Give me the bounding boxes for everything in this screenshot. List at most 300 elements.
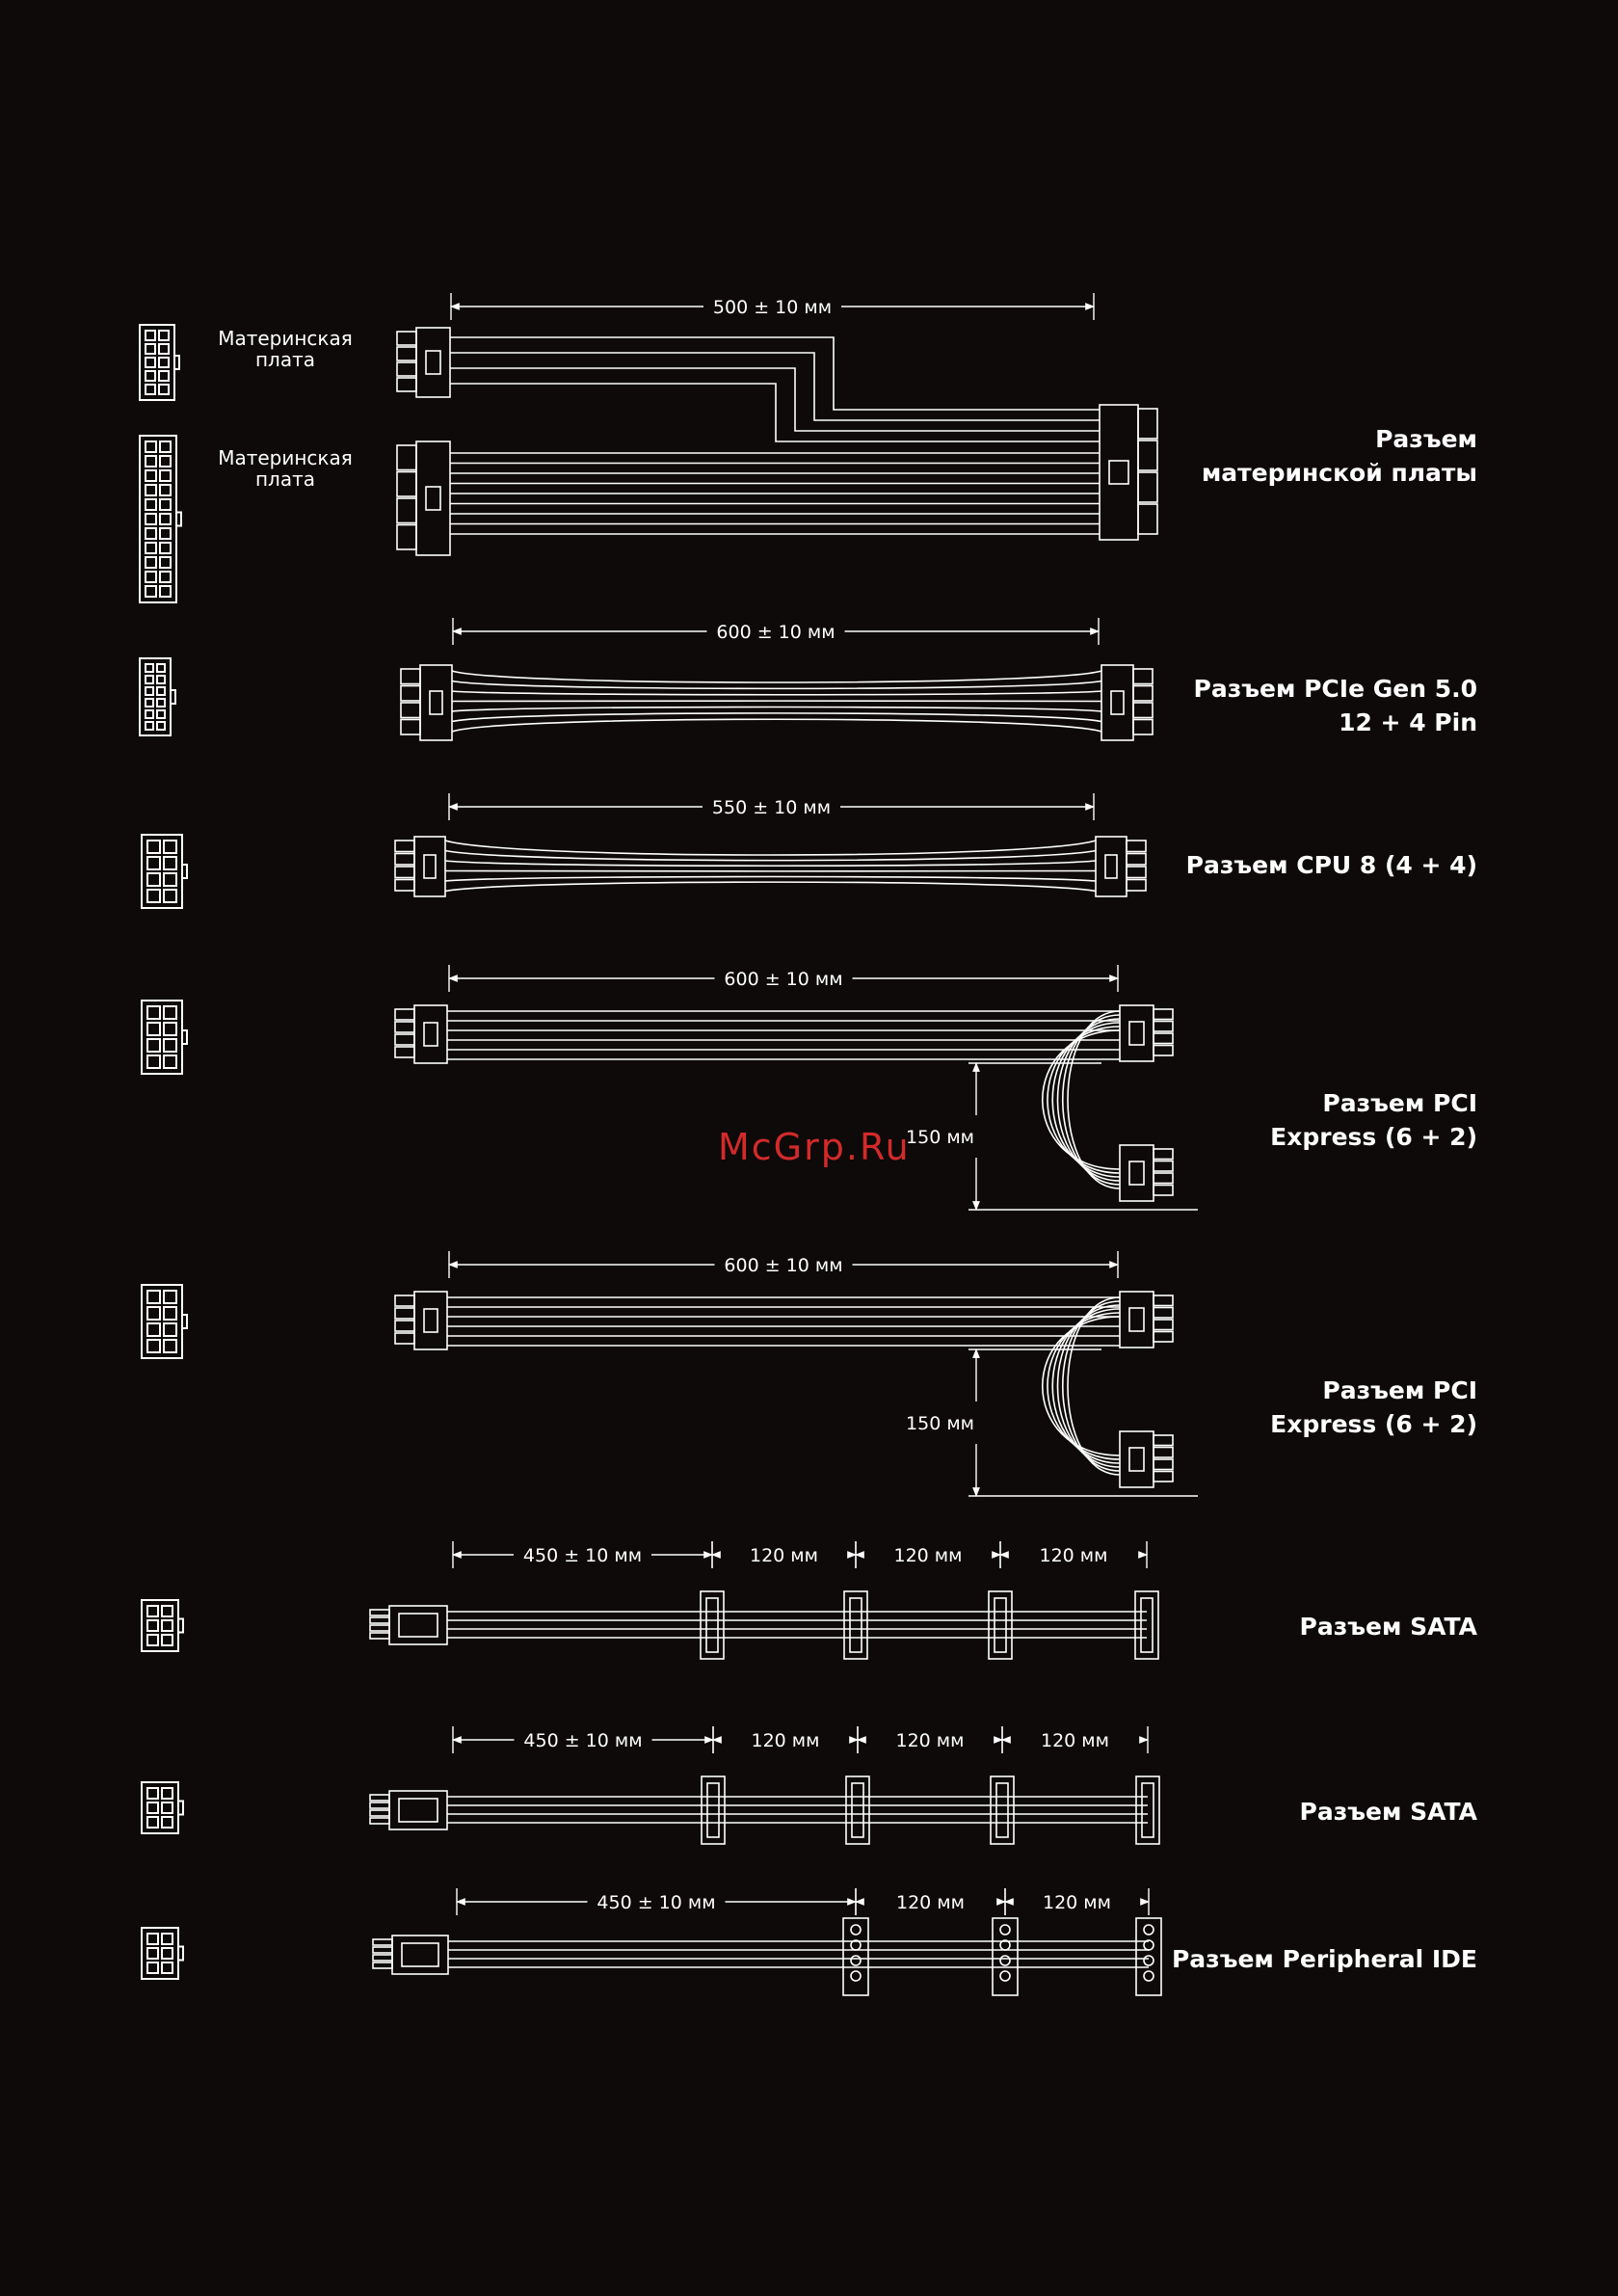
pci2-plug-right-pin [1154, 1308, 1173, 1319]
icon-cpu-8pin [142, 835, 187, 908]
pcie5-plug-left-pin [401, 669, 420, 684]
icon-pcie5-12plus4-pin [146, 664, 153, 672]
dim-sata1-3-label: 120 мм [1039, 1545, 1108, 1566]
sata2-plug-left-pin [370, 1795, 389, 1801]
icon-pcie5-12plus4-pin [157, 710, 165, 718]
dim-pci2-branch-label: 150 мм [906, 1413, 974, 1434]
icon-pci-8pin-1-pin [147, 1039, 160, 1052]
mb-plug-22-housing [416, 441, 450, 555]
dim-pci1-branch [968, 1063, 1198, 1210]
pcie5-plug-right-pin [1133, 686, 1153, 702]
cpu-wire [445, 861, 1096, 866]
pci2-plug-right-pin [1154, 1320, 1173, 1330]
icon-atx-10pin-pin [146, 358, 155, 367]
mb-plug-22-pin [397, 472, 416, 497]
mb-plug-24 [1100, 405, 1157, 540]
sata1-sata-slot [1141, 1598, 1153, 1652]
icon-pcie5-12plus4-pin [146, 699, 153, 707]
pci2-wires [447, 1297, 1120, 1346]
sata2-plug-left-pin [370, 1810, 389, 1816]
icon-pcie5-12plus4-pin [146, 710, 153, 718]
cpu-plug-right-pin [1127, 841, 1146, 852]
cpu-plug-right-latch [1105, 855, 1117, 878]
icon-atx-22pin-pin [160, 557, 171, 568]
icon-pci-8pin-1-pin [147, 1055, 160, 1068]
icon-pci-8pin-1 [142, 1001, 187, 1074]
sata1-sata-slot [995, 1598, 1006, 1652]
pci2-plug-branch-pin [1154, 1459, 1173, 1470]
mb-wires-bottom [450, 453, 1100, 534]
dim-sata1-1-label: 120 мм [750, 1545, 818, 1566]
icon-cpu-8pin-pin [164, 890, 176, 902]
icon-sata-6pin-1-pin [147, 1635, 158, 1645]
pci1-plug-left-pin [395, 1034, 414, 1045]
ide-molex-pin [1144, 1925, 1154, 1935]
ide-molex-pin [1000, 1925, 1010, 1935]
icon-sata-6pin-2-pin [147, 1802, 158, 1813]
pci2-plug-left [395, 1292, 447, 1349]
dim-ide-0-label: 450 ± 10 мм [597, 1892, 716, 1913]
sata1-plug-left-pin [370, 1617, 389, 1623]
pci1-plug-right-latch [1129, 1022, 1144, 1045]
pci1-plug-right-pin [1154, 1046, 1173, 1056]
pci2-plug-left-housing [414, 1292, 447, 1349]
mb-plug-24-pin [1138, 472, 1157, 502]
title-pci-express-1: Разъем PCI Express (6 + 2) [1270, 1089, 1477, 1151]
icon-atx-22pin-pin [146, 543, 156, 553]
motherboard-label-b: Материнская плата [218, 446, 353, 491]
cpu-plug-left-latch [424, 855, 436, 878]
sata1-wires [447, 1612, 1147, 1638]
icon-sata-6pin-2-latch [178, 1802, 183, 1815]
ide-molex-pin [1144, 1971, 1154, 1981]
ide-plug-left-housing [392, 1936, 448, 1974]
icon-pcie5-12plus4-latch [171, 690, 175, 704]
pcie5-plug-right-pin [1133, 720, 1153, 735]
icon-atx-22pin-pin [160, 586, 171, 597]
icon-pci-8pin-1-pin [147, 1006, 160, 1019]
pcie5-wire [452, 713, 1101, 722]
dim-sata2-0-label: 450 ± 10 мм [523, 1730, 643, 1751]
cpu-plug-left-pin [395, 880, 414, 892]
icon-atx-22pin [140, 436, 181, 602]
icon-pcie5-12plus4-pin [146, 687, 153, 695]
mb-plug-24-housing [1100, 405, 1138, 540]
cpu-plug-left-housing [414, 837, 445, 896]
icon-atx-22pin-pin [146, 499, 156, 510]
icon-pci-8pin-1-pin [164, 1039, 176, 1052]
sata2-plug-left-pin [370, 1802, 389, 1808]
icon-sata-6pin-1 [142, 1600, 183, 1651]
sata2-sata-head [991, 1776, 1014, 1844]
icon-pcie5-12plus4-pin [157, 664, 165, 672]
pci1-plug-left [395, 1005, 447, 1063]
icon-atx-22pin-latch [176, 513, 181, 526]
cpu-wire [445, 882, 1096, 891]
pcie5-plug-left-housing [420, 665, 452, 740]
cpu-wire [445, 877, 1096, 882]
title-peripheral-ide: Разъем Peripheral IDE [1171, 1945, 1477, 1973]
sata1-plug-left-housing [389, 1606, 447, 1644]
pci2-plug-branch-pin [1154, 1435, 1173, 1446]
mb-wire-bend [450, 368, 1100, 431]
pci1-plug-branch-pin [1154, 1186, 1173, 1196]
cpu-plug-left-pin [395, 841, 414, 852]
pci2-plug-left-pin [395, 1308, 414, 1319]
cpu-plug-right-pin [1127, 854, 1146, 866]
dim-ide-1-label: 120 мм [896, 1892, 965, 1913]
icon-atx-22pin-pin [146, 485, 156, 495]
ide-plug-left-pin [373, 1947, 392, 1953]
icon-pci-8pin-1-pin [164, 1006, 176, 1019]
icon-atx-22pin-pin [160, 514, 171, 524]
dim-ide-2-label: 120 мм [1043, 1892, 1111, 1913]
icon-atx-10pin-pin [146, 385, 155, 394]
pcie5-plug-left-pin [401, 720, 420, 735]
pci2-plug-right-pin [1154, 1332, 1173, 1343]
icon-pci-8pin-2-pin [164, 1323, 176, 1336]
dim-sata1-0-label: 450 ± 10 мм [522, 1545, 643, 1566]
icon-ide-6pin-latch [178, 1947, 183, 1961]
ide-molex-pin [1000, 1971, 1010, 1981]
pci1-plug-left-pin [395, 1047, 414, 1057]
sata1-sata-head [989, 1591, 1012, 1659]
mb-plug-10-latch [426, 351, 440, 374]
sata2-sata-head [702, 1776, 725, 1844]
pci1-plug-right-pin [1154, 1033, 1173, 1044]
cpu-plug-left-pin [395, 867, 414, 878]
sata2-plug-left-pin [370, 1818, 389, 1824]
icon-atx-10pin [140, 325, 179, 400]
icon-sata-6pin-2-pin [162, 1788, 172, 1799]
icon-sata-6pin-1-pin [162, 1606, 172, 1616]
icon-pcie5-12plus4-body [140, 658, 171, 735]
dim-motherboard-label: 500 ± 10 мм [712, 297, 833, 318]
icon-atx-10pin-pin [146, 344, 155, 354]
icon-atx-22pin-pin [146, 586, 156, 597]
mb-wire-bend [450, 337, 1100, 410]
icon-atx-22pin-pin [146, 470, 156, 481]
pci2-plug-branch-latch [1129, 1448, 1144, 1471]
icon-sata-6pin-1-pin [162, 1635, 172, 1645]
icon-atx-10pin-pin [159, 358, 169, 367]
sata2-plug-left-latch [399, 1799, 438, 1822]
mb-plug-10 [397, 328, 450, 397]
icon-atx-22pin-pin [146, 528, 156, 539]
cpu-plug-right-pin [1127, 880, 1146, 892]
title-motherboard: Разъем материнской платы [1201, 425, 1477, 487]
dim-sata2-3-label: 120 мм [1041, 1730, 1109, 1751]
pcie5-wires [452, 671, 1101, 732]
icon-ide-6pin [142, 1928, 183, 1979]
sata2-connectors [702, 1776, 1159, 1844]
icon-pci-8pin-1-pin [147, 1023, 160, 1035]
pci1-plug-branch-latch [1129, 1161, 1144, 1185]
sata2-sata-slot [996, 1783, 1008, 1837]
sata1-plug-left-pin [370, 1625, 389, 1631]
pci2-plug-branch-pin [1154, 1448, 1173, 1458]
pcie5-plug-left-latch [430, 691, 442, 714]
watermark: McGrp.Ru [718, 1126, 911, 1168]
dim-sata2-2-label: 120 мм [895, 1730, 965, 1751]
pci2-plug-right-pin [1154, 1295, 1173, 1306]
motherboard-label-a: Материнская плата [218, 327, 353, 371]
icon-pci-8pin-1-latch [182, 1030, 187, 1044]
pci1-plug-left-latch [424, 1023, 438, 1046]
sata2-sata-slot [707, 1783, 719, 1837]
pci2-plug-left-latch [424, 1309, 438, 1332]
pci2-branch-wire [1068, 1297, 1120, 1475]
cpu-plug-right-housing [1096, 837, 1127, 896]
icon-pci-8pin-2-pin [164, 1340, 176, 1352]
pci1-branch-wires [1043, 1011, 1120, 1188]
pci2-plug-left-pin [395, 1321, 414, 1331]
ide-molex-pin [1000, 1956, 1010, 1965]
sata2-plug-left [370, 1791, 447, 1829]
sata1-plug-left-pin [370, 1633, 389, 1639]
pci1-plug-branch-pin [1154, 1161, 1173, 1172]
icon-ide-6pin-pin [147, 1962, 158, 1973]
icon-pci-8pin-2 [142, 1285, 187, 1358]
title-sata-1: Разъем SATA [1299, 1613, 1477, 1641]
mb-plug-10-pin [397, 332, 416, 345]
cpu-wires [445, 841, 1096, 892]
icon-ide-6pin-pin [147, 1934, 158, 1944]
icon-pci-8pin-1-pin [164, 1055, 176, 1068]
sata2-plug-left-housing [389, 1791, 447, 1829]
icon-atx-10pin-pin [159, 385, 169, 394]
sata2-sata-slot [852, 1783, 863, 1837]
icon-atx-10pin-pin [146, 371, 155, 381]
title-cpu: Разъем CPU 8 (4 + 4) [1185, 851, 1477, 879]
mb-plug-22 [397, 441, 450, 555]
icon-pcie5-12plus4-pin [157, 676, 165, 683]
sata1-sata-head [1135, 1591, 1158, 1659]
icon-pcie5-12plus4-pin [157, 699, 165, 707]
pci1-plug-branch [1120, 1145, 1173, 1201]
icon-pcie5-12plus4-pin [146, 722, 153, 730]
dim-pci1-label: 600 ± 10 мм [724, 969, 843, 990]
pci1-branch-wire [1068, 1011, 1120, 1188]
pci2-plug-left-pin [395, 1295, 414, 1306]
pci2-branch-wire [1058, 1305, 1121, 1467]
pcie5-plug-left [401, 665, 452, 740]
mb-plug-22-latch [426, 487, 440, 510]
icon-atx-10pin-pin [159, 344, 169, 354]
icon-atx-22pin-pin [160, 528, 171, 539]
icon-atx-10pin-pin [159, 331, 169, 340]
mb-plug-22-pin [397, 445, 416, 470]
mb-plug-24-pin [1138, 504, 1157, 534]
sata1-plug-left [370, 1606, 447, 1644]
pci1-plug-right-housing [1120, 1005, 1154, 1061]
icon-ide-6pin-pin [162, 1934, 172, 1944]
ide-molex-head [1136, 1918, 1161, 1995]
icon-atx-22pin-pin [146, 456, 156, 467]
pci2-branch-wires [1043, 1297, 1120, 1475]
sata2-sata-head [846, 1776, 869, 1844]
sata1-connectors [701, 1591, 1158, 1659]
icon-pci-8pin-2-pin [164, 1307, 176, 1320]
icon-pci-8pin-2-pin [164, 1291, 176, 1303]
icon-atx-10pin-latch [174, 356, 179, 369]
mb-plug-24-pin [1138, 441, 1157, 470]
pcie5-wire [452, 719, 1101, 732]
icon-pcie5-12plus4-pin [157, 722, 165, 730]
sata1-sata-slot [850, 1598, 862, 1652]
icon-pcie5-12plus4 [140, 658, 175, 735]
icon-atx-22pin-pin [160, 543, 171, 553]
mb-plug-22-pin [397, 498, 416, 523]
mb-plug-10-pin [397, 378, 416, 391]
dim-pcie5-label: 600 ± 10 мм [716, 622, 836, 643]
dim-pci1-branch-label: 150 мм [906, 1127, 974, 1148]
pci1-plug-right [1120, 1005, 1173, 1061]
mb-plug-10-pin [397, 347, 416, 360]
icon-sata-6pin-2-pin [147, 1788, 158, 1799]
icon-atx-22pin-pin [160, 485, 171, 495]
icon-sata-6pin-2 [142, 1782, 183, 1833]
icon-sata-6pin-2-pin [162, 1802, 172, 1813]
icon-ide-6pin-pin [162, 1962, 172, 1973]
ide-molex-pin [851, 1925, 861, 1935]
pci1-branch-wire [1043, 1030, 1120, 1169]
icon-atx-22pin-pin [160, 441, 171, 452]
ide-molex-pin [851, 1971, 861, 1981]
cpu-plug-left-pin [395, 854, 414, 866]
icon-sata-6pin-2-pin [147, 1817, 158, 1828]
cpu-plug-left [395, 837, 445, 896]
ide-connectors [843, 1918, 1161, 1995]
mb-plug-24-latch [1109, 461, 1128, 484]
mb-plug-10-pin [397, 362, 416, 376]
icon-ide-6pin-pin [147, 1948, 158, 1959]
pci1-branch-wire [1058, 1019, 1121, 1181]
cpu-plug-right [1096, 837, 1146, 896]
icon-cpu-8pin-pin [147, 857, 160, 869]
dim-pci2-branch [968, 1349, 1198, 1496]
pci1-plug-left-pin [395, 1022, 414, 1032]
icon-sata-6pin-1-pin [147, 1606, 158, 1616]
ide-wires [448, 1941, 1149, 1967]
ide-plug-left [373, 1936, 448, 1974]
sata1-plug-left-latch [399, 1614, 438, 1637]
icon-pci-8pin-1-pin [164, 1023, 176, 1035]
icon-pcie5-12plus4-pin [157, 687, 165, 695]
sata1-plug-left-pin [370, 1610, 389, 1615]
pcie5-plug-right-pin [1133, 669, 1153, 684]
pci1-plug-branch-housing [1120, 1145, 1154, 1201]
pcie5-plug-right [1101, 665, 1153, 740]
icon-cpu-8pin-pin [164, 873, 176, 886]
cpu-wire [445, 841, 1096, 855]
ide-molex-pin [1144, 1956, 1154, 1965]
title-pcie5: Разъем PCIe Gen 5.0 12 + 4 Pin [1193, 675, 1477, 736]
icon-pci-8pin-2-pin [147, 1307, 160, 1320]
dimension-labels [523, 297, 1111, 1913]
icon-atx-10pin-pin [159, 371, 169, 381]
title-pci-express-2: Разъем PCI Express (6 + 2) [1270, 1376, 1477, 1438]
sata2-sata-head [1136, 1776, 1159, 1844]
pci2-plug-branch [1120, 1431, 1173, 1487]
pci2-plug-left-pin [395, 1333, 414, 1344]
ide-plug-left-latch [402, 1943, 438, 1966]
icon-atx-22pin-pin [160, 572, 171, 582]
pcie5-plug-left-pin [401, 703, 420, 718]
pcie5-plug-right-pin [1133, 703, 1153, 718]
icon-sata-6pin-1-pin [147, 1620, 158, 1631]
ide-molex-head [993, 1918, 1018, 1995]
icon-pci-8pin-2-pin [147, 1340, 160, 1352]
dimension-lines [449, 293, 1198, 1915]
dim-pci2-label: 600 ± 10 мм [724, 1255, 843, 1276]
pci2-plug-branch-pin [1154, 1472, 1173, 1482]
icon-pcie5-12plus4-pin [146, 676, 153, 683]
pci2-plug-right [1120, 1292, 1173, 1348]
icon-cpu-8pin-pin [147, 873, 160, 886]
icon-cpu-8pin-pin [147, 890, 160, 902]
pcie5-plug-right-housing [1101, 665, 1133, 740]
icon-cpu-8pin-pin [164, 857, 176, 869]
cpu-plug-right-pin [1127, 867, 1146, 878]
ide-plug-left-pin [373, 1955, 392, 1961]
icon-pci-8pin-2-latch [182, 1315, 187, 1328]
icon-ide-6pin-pin [162, 1948, 172, 1959]
sata2-wires [447, 1797, 1148, 1823]
icon-atx-22pin-pin [146, 514, 156, 524]
icon-atx-22pin-pin [146, 572, 156, 582]
pci1-plug-right-pin [1154, 1009, 1173, 1020]
sata1-sata-slot [706, 1598, 718, 1652]
pcie5-wire [452, 691, 1101, 695]
dim-sata1-2-label: 120 мм [893, 1545, 963, 1566]
pcie5-wire [452, 671, 1101, 682]
icon-pci-8pin-2-pin [147, 1323, 160, 1336]
mb-wire-bend [450, 384, 1100, 441]
ide-molex-head [843, 1918, 868, 1995]
mb-plug-24-pin [1138, 409, 1157, 439]
sata1-sata-head [701, 1591, 724, 1659]
icon-sata-6pin-1-pin [162, 1620, 172, 1631]
pci2-branch-wire [1043, 1317, 1120, 1455]
icon-atx-22pin-pin [160, 499, 171, 510]
icon-atx-22pin-pin [146, 441, 156, 452]
icon-cpu-8pin-latch [182, 865, 187, 878]
icon-atx-22pin-pin [160, 456, 171, 467]
icon-atx-22pin-pin [160, 470, 171, 481]
pci2-plug-right-housing [1120, 1292, 1154, 1348]
pci1-plug-left-housing [414, 1005, 447, 1063]
pcie5-wire [452, 707, 1101, 712]
ide-molex-pin [851, 1956, 861, 1965]
pci1-plug-branch-pin [1154, 1149, 1173, 1160]
icon-sata-6pin-1-latch [178, 1619, 183, 1633]
pci2-plug-branch-housing [1120, 1431, 1154, 1487]
sata1-sata-head [844, 1591, 867, 1659]
pci1-plug-right-pin [1154, 1022, 1173, 1032]
dim-cpu-label: 550 ± 10 мм [711, 797, 832, 818]
pci1-plug-left-pin [395, 1009, 414, 1020]
sata2-sata-slot [1142, 1783, 1154, 1837]
icon-cpu-8pin-pin [164, 841, 176, 853]
ide-plug-left-pin [373, 1939, 392, 1945]
pci1-plug-branch-pin [1154, 1173, 1173, 1184]
mb-wires-top [450, 337, 1100, 441]
connector-icons [140, 325, 187, 1979]
pcie5-plug-right-latch [1111, 691, 1124, 714]
icon-cpu-8pin-pin [147, 841, 160, 853]
icon-atx-10pin-pin [146, 331, 155, 340]
